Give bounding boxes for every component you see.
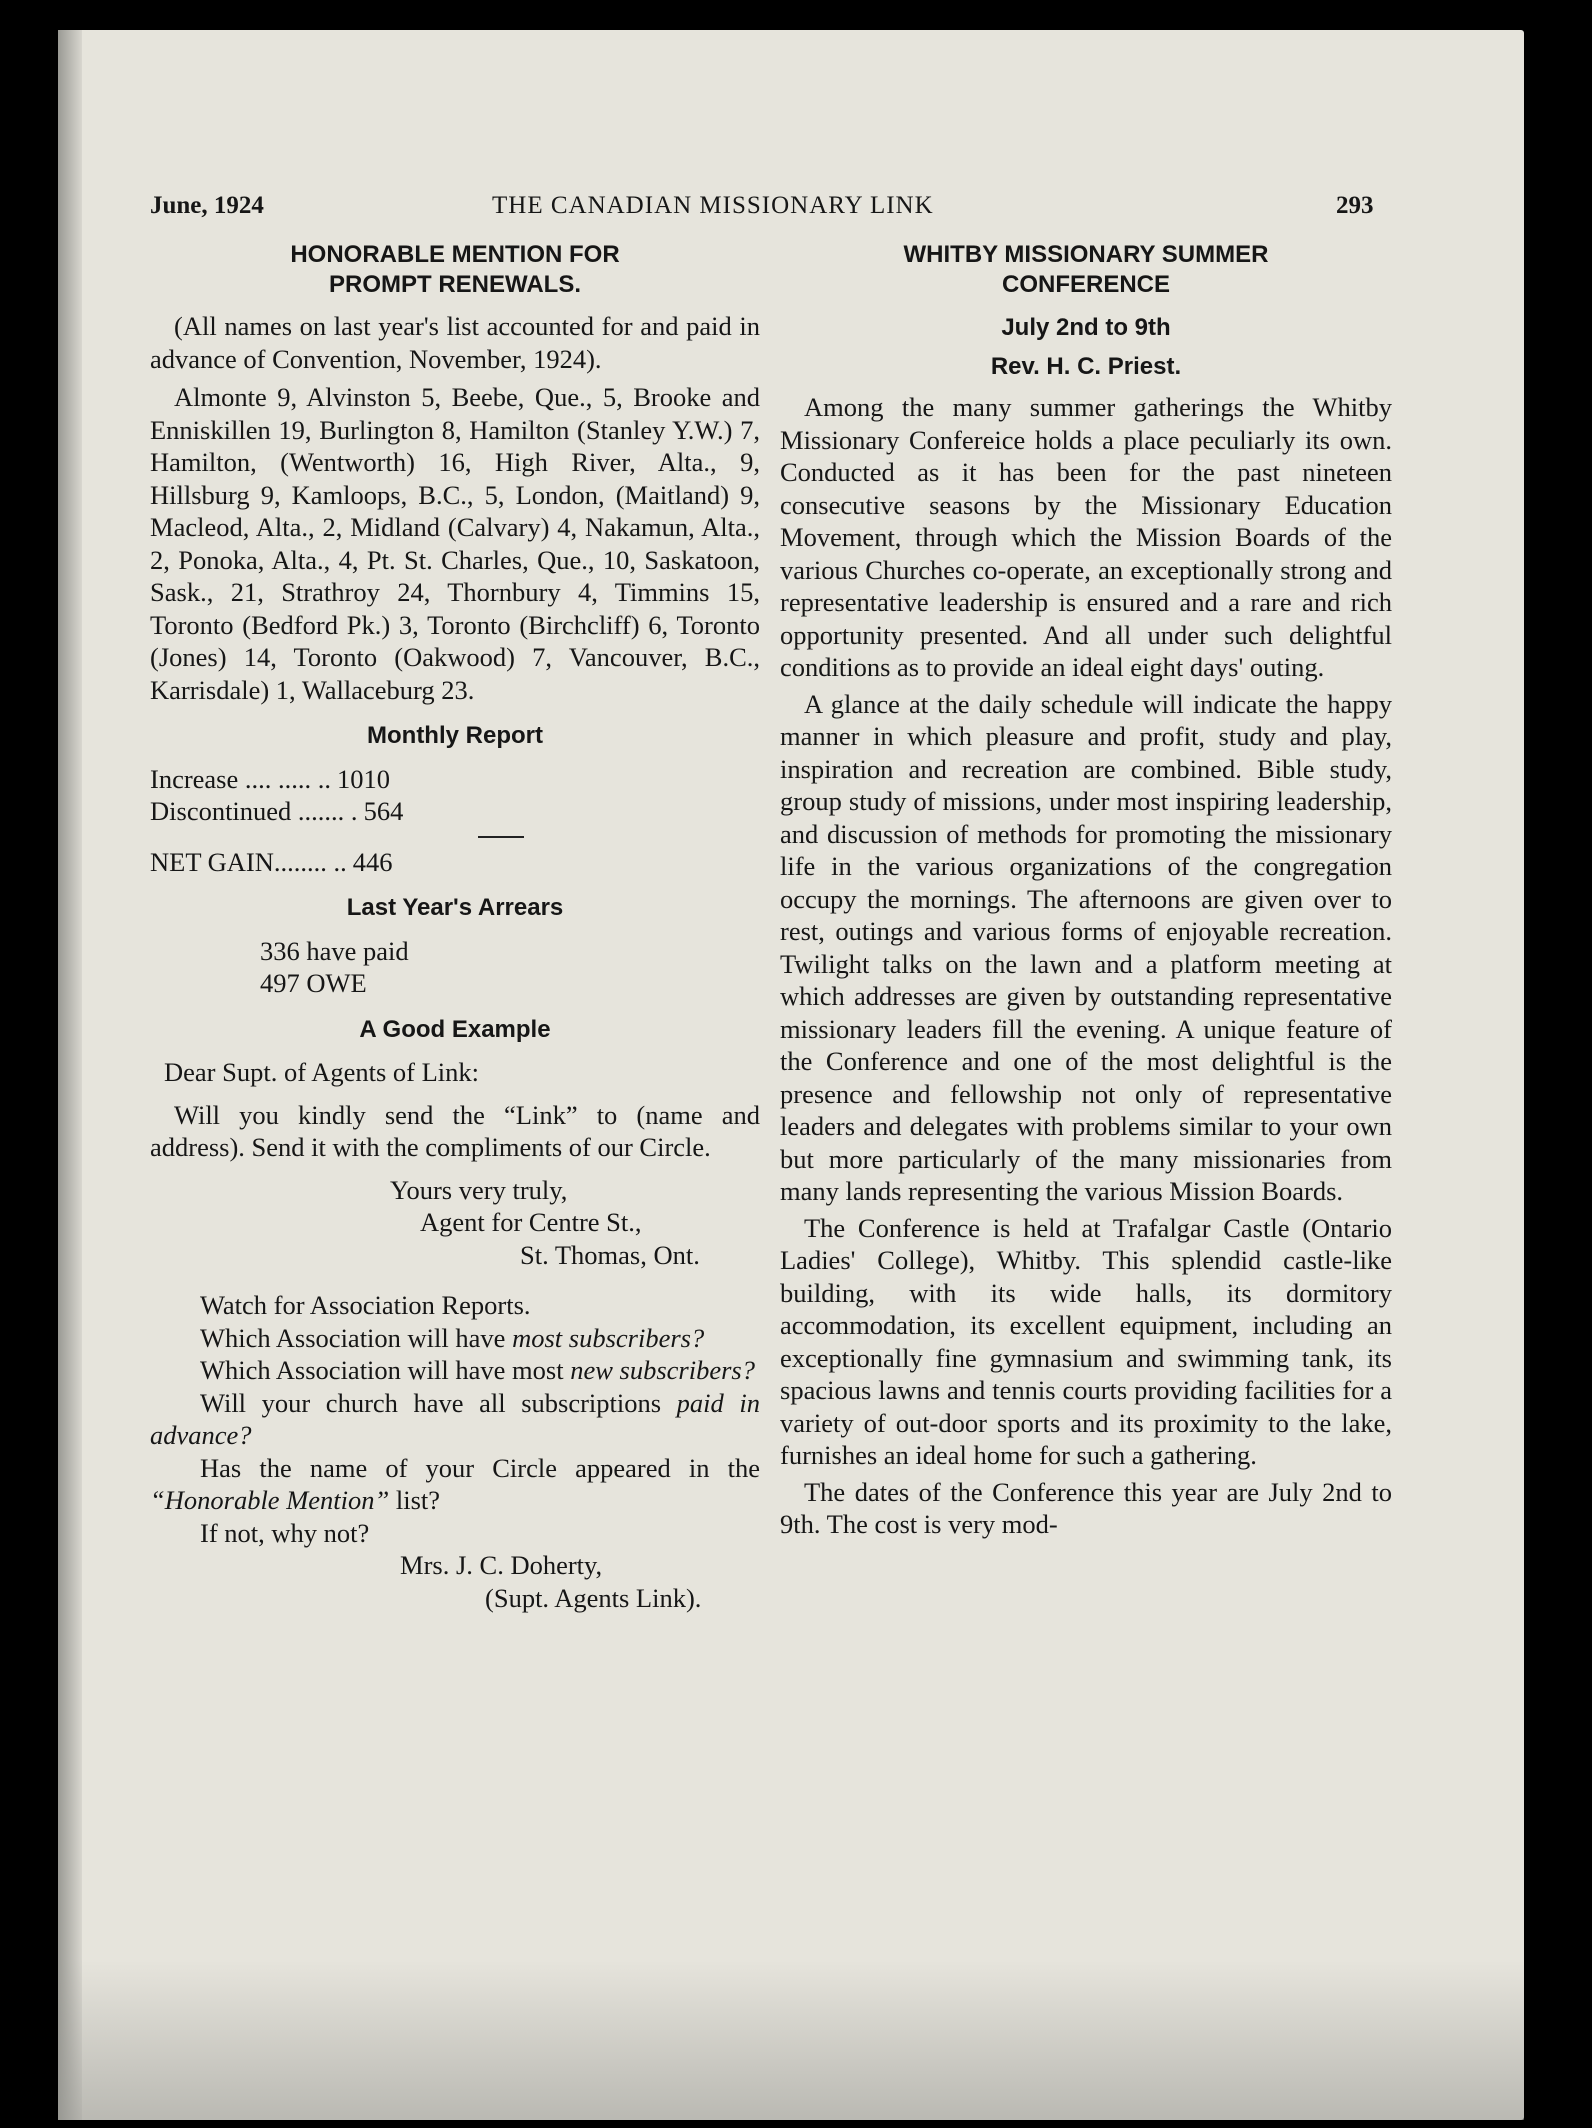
dates-heading: July 2nd to 9th xyxy=(1001,314,1171,341)
signature-name: Mrs. J. C. Doherty, xyxy=(400,1550,603,1580)
signature-title: (Supt. Agents Link). xyxy=(485,1582,702,1613)
heading-line-2: PROMPT RENEWALS. xyxy=(328,271,581,298)
letter-closing: Yours very truly, xyxy=(390,1174,568,1205)
question-3-text: Which Association will have most xyxy=(200,1355,571,1385)
arrears-paid: 336 have paid xyxy=(260,935,409,966)
discontinued-label: Discontinued ....... . xyxy=(150,796,358,826)
increase-label: Increase .... ..... .. xyxy=(150,763,332,794)
whitby-heading xyxy=(780,240,1392,300)
sum-rule xyxy=(478,836,524,838)
question-2-emphasis: most subscribers? xyxy=(512,1322,705,1353)
letter-salutation: Dear Supt. of Agents of Link: xyxy=(164,1057,480,1087)
left-column xyxy=(150,240,760,1614)
letter-body: Will you kindly send the “Link” to (name and address). Send it with the compliments of our Circle. xyxy=(150,1099,760,1162)
question-5-text: Has the name of your Circle appeared in the xyxy=(200,1452,760,1483)
net-gain-value: 446 xyxy=(352,846,393,877)
page-number: 293 xyxy=(1336,192,1374,219)
paragraph-3: The Conference is held at Trafalgar Castle (Ontario Ladies' College), Whitby. This splendid castle-like building, with its wide halls, its dormitory accommodation, its excellent equipment, including an exceptionally fine gymnasium and swimming tank, its spacious lawns and tennis courts providing facilities for a variety of out-door sports and its proximity to the lake, furnishes an ideal home for such a gathering. xyxy=(780,1212,1392,1470)
arrears-owe: 497 OWE xyxy=(260,968,367,998)
heading-line-1: HONORABLE MENTION FOR xyxy=(290,241,620,268)
net-gain-row xyxy=(150,846,760,879)
net-gain-label: NET GAIN........ .. xyxy=(150,846,347,877)
question-3 xyxy=(150,1354,760,1387)
discontinued-row xyxy=(150,795,760,828)
question-5-end: list? xyxy=(389,1485,441,1515)
question-2 xyxy=(150,1322,760,1355)
intro-paragraph: (All names on last year's list accounted for and paid in advance of Convention, November, 1924). xyxy=(150,311,760,374)
question-5-emphasis: “Honorable Mention” xyxy=(150,1485,390,1515)
arrears-heading: Last Year's Arrears xyxy=(346,894,564,921)
paragraph-1: Among the many summer gatherings the Whitby Missionary Confereice holds a place peculiarly its own. Conducted as it has been for the past nineteen consecutive seasons by the Missionary Education Movement, through which the Mission Boards of the various Churches co-operate, an exceptionally strong and representative leadership is ensured and a rare and rich opportunity presented. And all under such delightful conditions as to provide an ideal eight days' outing. xyxy=(780,392,1392,682)
increase-row xyxy=(150,763,760,796)
whitby-heading-line-2: CONFERENCE xyxy=(1001,271,1170,298)
whitby-heading-line-1: WHITBY MISSIONARY SUMMER xyxy=(903,241,1269,268)
publication-title: THE CANADIAN MISSIONARY LINK xyxy=(492,192,934,219)
author-byline: Rev. H. C. Priest. xyxy=(990,352,1182,380)
question-3-emphasis: new subscribers? xyxy=(570,1355,755,1385)
monthly-report-heading: Monthly Report xyxy=(367,722,543,749)
question-1: Watch for Association Reports. xyxy=(200,1290,531,1320)
question-6: If not, why not? xyxy=(200,1517,370,1548)
good-example-heading: A Good Example xyxy=(359,1015,551,1043)
agent-line-1: Agent for Centre St., xyxy=(420,1207,642,1237)
increase-value: 1010 xyxy=(337,763,391,794)
question-5 xyxy=(150,1452,760,1517)
paragraph-4: The dates of the Conference this year are July 2nd to 9th. The cost is very mod- xyxy=(780,1476,1392,1539)
agent-line-2: St. Thomas, Ont. xyxy=(520,1239,700,1270)
honorable-mention-heading xyxy=(150,240,760,300)
right-column xyxy=(780,240,1392,1541)
paragraph-2: A glance at the daily schedule will indicate the happy manner in which pleasure and profit, study and play, inspiration and recreation are combined. Bible study, group study of missions, under most inspiring leadership, and discussion of methods for promoting the missionary life in the various organizations of the congregation occupy the mornings. The afternoons are given over to rest, outings and various forms of enjoyable recreation. Twilight talks on the lawn and a platform meeting at which addresses are given by outstanding representative missionary leaders fill the evening. A unique feature of the Conference and one of the most delightful is the presence and fellowship not only of representative leaders and delegates with problems similar to your own but more particularly of the many missionaries from many lands representing the various Mission Boards. xyxy=(780,688,1392,1206)
discontinued-value: 564 xyxy=(363,796,404,826)
names-paragraph: Almonte 9, Alvinston 5, Beebe, Que., 5, Brooke and Enniskillen 19, Burlington 8, Hamilton (Stanley Y.W.) 7, Hamilton, (Wentworth) 16, High River, Alta., 9, Hillsburg 9, Kamloops, B.C., 5, London, (Maitland) 9, Macleod, Alta., 2, Midland (Calvary) 4, Nakamun, Alta., 2, Ponoka, Alta., 4, Pt. St. Charles, Que., 10, Saskatoon, Sask., 21, Strathroy 24, Thornbury 4, Timmins 15, Toronto (Bedford Pk.) 3, Toronto (Birchcliff) 6, Toronto (Jones) 14, Toronto (Oakwood) 7, Vancouver, B.C., Karrisdale) 1, Wallaceburg 23. xyxy=(150,382,760,705)
question-4 xyxy=(150,1387,760,1452)
issue-date: June, 1924 xyxy=(150,192,264,219)
question-4-text: Will your church have all subscriptions xyxy=(200,1387,677,1418)
question-4-emphasis: paid in advance? xyxy=(150,1387,760,1450)
question-2-text: Which Association will have xyxy=(200,1322,513,1353)
